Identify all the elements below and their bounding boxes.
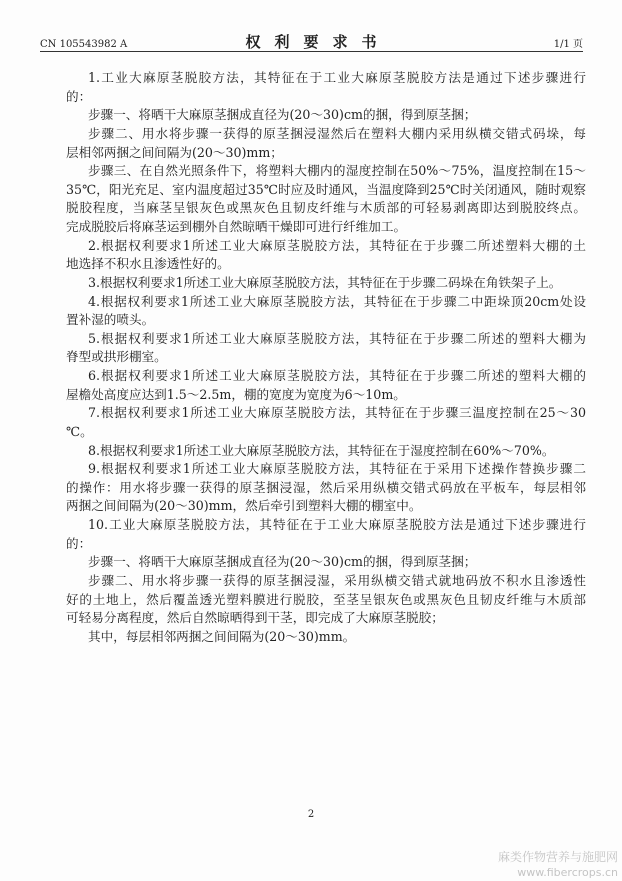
claim-line: 步骤二、用水将步骤一获得的原茎捆浸湿，采用纵横交错式就地码放不积水且渗透性 bbox=[88, 572, 586, 588]
claim-line: ℃。 bbox=[66, 423, 93, 439]
claim-10-step-1 bbox=[66, 553, 586, 572]
claim-line: 6.根据权利要求1所述工业大麻原茎脱胶方法，其特征在于步骤二所述的塑料大棚的 bbox=[88, 368, 586, 383]
claim-line: 步骤三、在自然光照条件下，将塑料大棚内的湿度控制在50%～75%，温度控制在15～ bbox=[88, 163, 586, 179]
claim-line: 35℃，阳光充足、室内温度超过35℃时应及时通风，当温度降到25℃时关闭通风，随时观察 bbox=[66, 181, 586, 197]
claim-2 bbox=[66, 237, 586, 274]
claim-1-step-1 bbox=[66, 106, 586, 125]
claim-line: 步骤一、将晒干大麻原茎捆成直径为(20～30)cm的捆，得到原茎捆； bbox=[88, 554, 477, 570]
claim-line: 地选择不积水且渗透性好的。 bbox=[66, 256, 230, 272]
claim-line: 步骤一、将晒干大麻原茎捆成直径为(20～30)cm的捆，得到原茎捆； bbox=[88, 107, 477, 123]
claim-1-step-2 bbox=[66, 125, 586, 162]
claim-1-preamble bbox=[66, 69, 586, 106]
claim-8 bbox=[66, 442, 586, 461]
claim-line: 的： bbox=[66, 88, 92, 104]
watermark-site-name: 麻类作物营养与施肥网 bbox=[497, 850, 618, 864]
claim-line: 5.根据权利要求1所述工业大麻原茎脱胶方法，其特征在于步骤二所述的塑料大棚为 bbox=[88, 330, 586, 346]
claim-line: 屋檐处高度应达到1.5～2.5m，棚的宽度为宽度为6～10m。 bbox=[66, 386, 406, 402]
header-divider bbox=[40, 51, 583, 52]
claim-10-step-2 bbox=[66, 572, 586, 628]
claim-7 bbox=[66, 404, 586, 441]
claim-line: 层相邻两捆之间间隔为(20～30)mm； bbox=[66, 144, 283, 160]
claim-line: 9.根据权利要求1所述工业大麻原茎脱胶方法，其特征在于采用下述操作替换步骤二 bbox=[88, 461, 586, 477]
watermark-url: www.fibercrops.cn bbox=[517, 866, 618, 879]
claim-line: 可轻易分离程度，然后自然晾晒得到干茎，即完成了大麻原茎脱胶； bbox=[66, 610, 444, 626]
claim-6 bbox=[66, 367, 586, 404]
claim-1-step-3 bbox=[66, 162, 586, 237]
publication-number: CN 105543982 A bbox=[40, 39, 128, 50]
claim-line: 步骤二、用水将步骤一获得的原茎捆浸湿然后在塑料大棚内采用纵横交错式码垛，每 bbox=[88, 125, 586, 141]
claim-line: 脱胶程度，当麻茎呈银灰色或黑灰色且韧皮纤维与木质部的可轻易剥离即达到脱胶终点。 bbox=[66, 200, 586, 216]
claim-line: 两捆之间间隔为(20～30)mm，然后牵引到塑料大棚的棚室中。 bbox=[66, 498, 422, 514]
claim-line: 的： bbox=[66, 535, 92, 551]
claim-5 bbox=[66, 330, 586, 367]
claim-line: 7.根据权利要求1所述工业大麻原茎脱胶方法，其特征在于步骤三温度控制在25～30 bbox=[88, 405, 586, 421]
claim-10-spacing-note bbox=[66, 628, 586, 647]
claim-line: 的操作：用水将步骤一获得的原茎捆浸湿，然后采用纵横交错式码放在平板车，每层相邻 bbox=[66, 479, 586, 495]
claim-line: 10.工业大麻原茎脱胶方法，其特征在于工业大麻原茎脱胶方法是通过下述步骤进行 bbox=[88, 517, 586, 532]
claim-line: 1.工业大麻原茎脱胶方法，其特征在于工业大麻原茎脱胶方法是通过下述步骤进行 bbox=[88, 70, 586, 85]
claim-3 bbox=[66, 274, 586, 293]
claim-10-preamble bbox=[66, 516, 586, 553]
claim-line: 完成脱胶后将麻茎运到棚外自然晾晒干燥即可进行纤维加工。 bbox=[66, 219, 407, 234]
claim-line: 2.根据权利要求1所述工业大麻原茎脱胶方法，其特征在于步骤二所述塑料大棚的土 bbox=[88, 237, 586, 253]
claim-4 bbox=[66, 293, 586, 330]
claim-line: 8.根据权利要求1所述工业大麻原茎脱胶方法，其特征在于湿度控制在60%～70%。 bbox=[88, 442, 555, 458]
document-title: 权利要求书 bbox=[245, 33, 391, 51]
claim-line: 脊型或拱形棚室。 bbox=[66, 349, 167, 365]
claim-line: 其中，每层相邻两捆之间间隔为(20～30)mm。 bbox=[88, 628, 356, 644]
claim-line: 4.根据权利要求1所述工业大麻原茎脱胶方法，其特征在于步骤二中距垛顶20cm处设 bbox=[88, 293, 586, 309]
page-indicator: 1/1 页 bbox=[553, 39, 583, 50]
claim-line: 好的土地上，然后覆盖透光塑料膜进行脱胶，至茎呈银灰色或黑灰色且韧皮纤维与木质部 bbox=[66, 591, 586, 607]
claims-body bbox=[66, 69, 586, 646]
claim-line: 3.根据权利要求1所述工业大麻原茎脱胶方法，其特征在于步骤二码垛在角铁架子上。 bbox=[88, 274, 562, 290]
claim-line: 置补湿的喷头。 bbox=[66, 312, 155, 328]
claim-9 bbox=[66, 460, 586, 516]
watermark bbox=[498, 850, 618, 880]
page-number: 2 bbox=[307, 809, 315, 820]
